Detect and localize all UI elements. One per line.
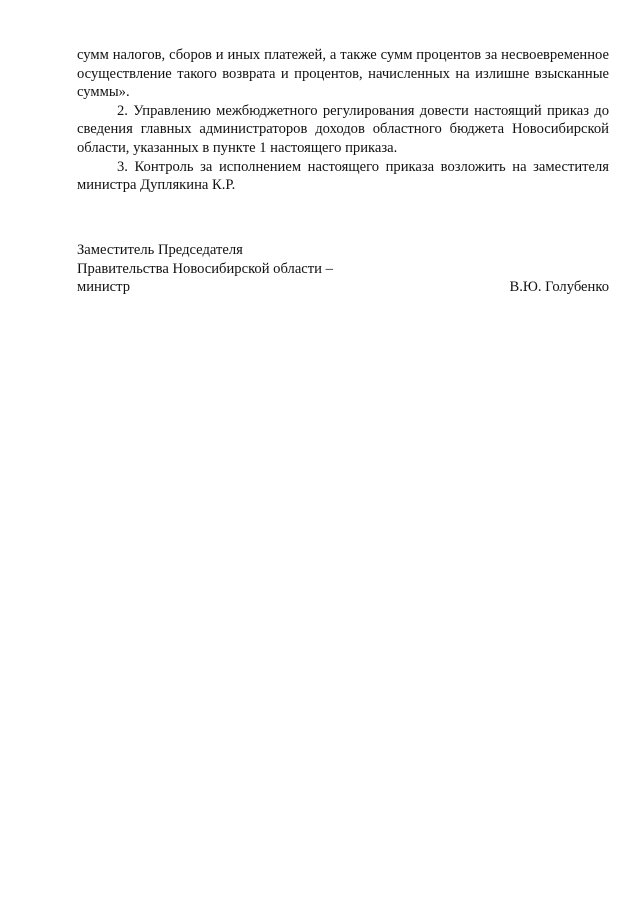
signatory-position-line-1: Заместитель Председателя [77, 242, 243, 258]
signatory-position-line-3: министр [77, 279, 130, 296]
paragraph-continuation: сумм налогов, сборов и иных платежей, а также сумм процентов за несвоевременное осуществление такого возврата и процентов, начисленных на излишне взысканные суммы». [77, 47, 609, 101]
document-body [77, 46, 609, 195]
signatory-position-line-2: Правительства Новосибирской области – [77, 260, 333, 277]
paragraph-item-2: 2. Управлению межбюджетного регулирования довести настоящий приказ до сведения главных администраторов доходов областного бюджета Новосибирской области, указанных в пункте 1 настоящего приказа. [77, 102, 609, 156]
signature-block [77, 241, 609, 297]
paragraph-item-3: 3. Контроль за исполнением настоящего приказа возложить на заместителя министра Дуплякина К.Р. [77, 158, 609, 194]
signatory-name: В.Ю. Голубенко [509, 279, 609, 296]
signature-row [77, 278, 609, 297]
